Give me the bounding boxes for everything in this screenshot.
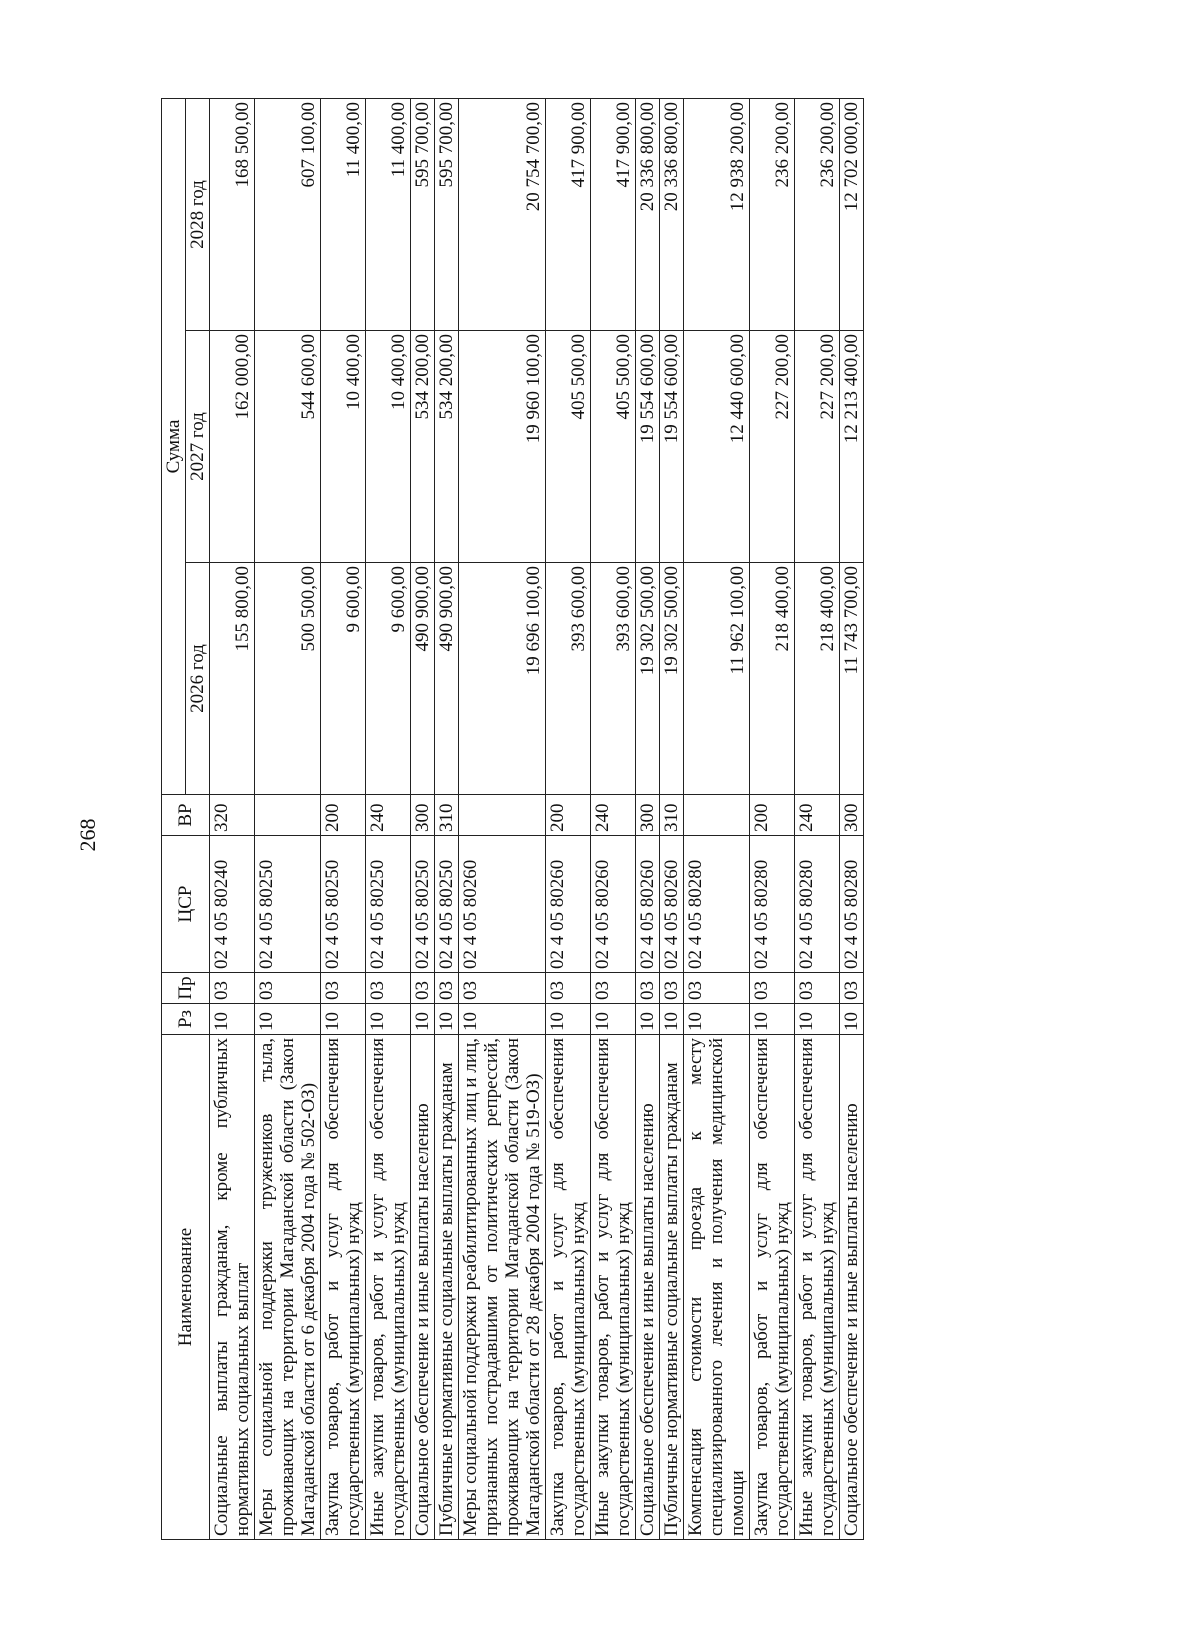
row-pr-cell: 03 [459,973,546,1004]
row-2028-cell: 236 200,00 [795,98,840,330]
row-pr-cell: 03 [366,973,411,1004]
row-rz-cell: 10 [591,1004,636,1035]
row-csr-cell: 02 4 05 80250 [255,836,321,973]
row-2026-cell: 11 962 100,00 [684,563,750,795]
row-2026-cell: 490 900,00 [411,563,435,795]
row-name-cell: Социальное обеспечение и иные выплаты населению [411,1035,435,1540]
row-rz-cell: 10 [411,1004,435,1035]
row-2027-cell: 10 400,00 [321,331,366,563]
row-2027-cell: 12 213 400,00 [840,331,864,563]
header-2026: 2026 год [186,563,210,795]
table-row [795,98,840,1539]
row-2027-cell: 405 500,00 [546,331,591,563]
row-csr-cell: 02 4 05 80280 [684,836,750,973]
page-number: 268 [75,818,100,852]
row-csr-cell: 02 4 05 80260 [636,836,660,973]
row-pr-cell: 03 [660,973,684,1004]
table-row [435,98,459,1539]
table-row [411,98,435,1539]
row-rz-cell: 10 [660,1004,684,1035]
row-pr-cell: 03 [684,973,750,1004]
row-name-cell: Меры социальной поддержки реабилитированных лиц и лиц, признанных пострадавшими от политических репрессий, проживающих на территории Магаданской области (Закон Магаданской области от 28 декабря 2004 года № 519-ОЗ) [459,1035,546,1540]
row-rz-cell: 10 [435,1004,459,1035]
row-name-cell: Меры социальной поддержки тружеников тыла, проживающих на территории Магаданской области (Закон Магаданской области от 6 декабря 2004 года № 502-ОЗ) [255,1035,321,1540]
row-name-cell: Публичные нормативные социальные выплаты гражданам [435,1035,459,1540]
header-2027: 2027 год [186,331,210,563]
header-pr: Пр [162,973,210,1004]
row-name-cell: Иные закупки товаров, работ и услуг для обеспечения государственных (муниципальных) нужд [795,1035,840,1540]
row-2027-cell: 19 960 100,00 [459,331,546,563]
row-vr-cell [255,795,321,836]
row-2028-cell: 168 500,00 [210,98,255,330]
row-name-cell: Социальное обеспечение и иные выплаты населению [840,1035,864,1540]
row-rz-cell: 10 [840,1004,864,1035]
row-csr-cell: 02 4 05 80280 [750,836,795,973]
row-rz-cell: 10 [366,1004,411,1035]
row-name-cell: Иные закупки товаров, работ и услуг для обеспечения государственных (муниципальных) нужд [366,1035,411,1540]
row-vr-cell: 300 [411,795,435,836]
table-body [210,98,864,1539]
row-csr-cell: 02 4 05 80280 [795,836,840,973]
row-vr-cell: 200 [750,795,795,836]
row-name-cell: Закупка товаров, работ и услуг для обеспечения государственных (муниципальных) нужд [546,1035,591,1540]
row-rz-cell: 10 [255,1004,321,1035]
row-name-cell: Социальное обеспечение и иные выплаты населению [636,1035,660,1540]
row-2028-cell: 236 200,00 [750,98,795,330]
table-row [366,98,411,1539]
row-2026-cell: 19 302 500,00 [660,563,684,795]
row-2027-cell: 534 200,00 [411,331,435,563]
row-2027-cell: 534 200,00 [435,331,459,563]
row-2028-cell: 20 336 800,00 [636,98,660,330]
table-row [840,98,864,1539]
row-2026-cell: 11 743 700,00 [840,563,864,795]
row-csr-cell: 02 4 05 80250 [321,836,366,973]
row-2027-cell: 10 400,00 [366,331,411,563]
row-vr-cell: 320 [210,795,255,836]
row-vr-cell: 240 [795,795,840,836]
table-row [591,98,636,1539]
row-name-cell: Публичные нормативные социальные выплаты гражданам [660,1035,684,1540]
row-csr-cell: 02 4 05 80280 [840,836,864,973]
row-pr-cell: 03 [636,973,660,1004]
row-vr-cell [459,795,546,836]
row-csr-cell: 02 4 05 80260 [459,836,546,973]
row-rz-cell: 10 [750,1004,795,1035]
row-2028-cell: 20 754 700,00 [459,98,546,330]
row-csr-cell: 02 4 05 80240 [210,836,255,973]
table-row [660,98,684,1539]
row-2026-cell: 393 600,00 [546,563,591,795]
row-2026-cell: 218 400,00 [750,563,795,795]
row-2026-cell: 490 900,00 [435,563,459,795]
row-2028-cell: 12 938 200,00 [684,98,750,330]
row-2026-cell: 19 302 500,00 [636,563,660,795]
row-2026-cell: 9 600,00 [321,563,366,795]
row-rz-cell: 10 [459,1004,546,1035]
row-rz-cell: 10 [636,1004,660,1035]
header-2028: 2028 год [186,98,210,330]
row-2027-cell: 227 200,00 [750,331,795,563]
header-name: Наименование [162,1035,210,1540]
row-vr-cell: 200 [321,795,366,836]
row-pr-cell: 03 [255,973,321,1004]
row-name-cell: Социальные выплаты гражданам, кроме публичных нормативных социальных выплат [210,1035,255,1540]
row-csr-cell: 02 4 05 80260 [591,836,636,973]
row-2028-cell: 595 700,00 [411,98,435,330]
row-2028-cell: 20 336 800,00 [660,98,684,330]
row-2027-cell: 544 600,00 [255,331,321,563]
row-2026-cell: 155 800,00 [210,563,255,795]
row-rz-cell: 10 [321,1004,366,1035]
table-row [255,98,321,1539]
row-rz-cell: 10 [684,1004,750,1035]
row-pr-cell: 03 [435,973,459,1004]
row-csr-cell: 02 4 05 80250 [366,836,411,973]
row-vr-cell: 200 [546,795,591,836]
row-2027-cell: 162 000,00 [210,331,255,563]
row-2028-cell: 11 400,00 [366,98,411,330]
row-vr-cell: 310 [660,795,684,836]
row-vr-cell: 300 [636,795,660,836]
row-2028-cell: 417 900,00 [546,98,591,330]
row-2028-cell: 595 700,00 [435,98,459,330]
row-pr-cell: 03 [321,973,366,1004]
row-vr-cell [684,795,750,836]
row-name-cell: Закупка товаров, работ и услуг для обеспечения государственных (муниципальных) нужд [750,1035,795,1540]
row-pr-cell: 03 [591,973,636,1004]
table-header [162,98,210,1539]
row-2027-cell: 19 554 600,00 [636,331,660,563]
header-sum: Сумма [162,98,186,794]
table-row [210,98,255,1539]
row-rz-cell: 10 [546,1004,591,1035]
row-2026-cell: 500 500,00 [255,563,321,795]
row-rz-cell: 10 [795,1004,840,1035]
row-name-cell: Иные закупки товаров, работ и услуг для обеспечения государственных (муниципальных) нужд [591,1035,636,1540]
row-csr-cell: 02 4 05 80260 [546,836,591,973]
row-2027-cell: 227 200,00 [795,331,840,563]
row-2026-cell: 19 696 100,00 [459,563,546,795]
row-2028-cell: 607 100,00 [255,98,321,330]
row-rz-cell: 10 [210,1004,255,1035]
row-name-cell: Закупка товаров, работ и услуг для обеспечения государственных (муниципальных) нужд [321,1035,366,1540]
row-2026-cell: 218 400,00 [795,563,840,795]
row-pr-cell: 03 [210,973,255,1004]
row-pr-cell: 03 [750,973,795,1004]
row-2026-cell: 393 600,00 [591,563,636,795]
row-vr-cell: 240 [591,795,636,836]
row-vr-cell: 240 [366,795,411,836]
table-row [459,98,546,1539]
table-row [750,98,795,1539]
row-2026-cell: 9 600,00 [366,563,411,795]
row-csr-cell: 02 4 05 80250 [435,836,459,973]
row-pr-cell: 03 [840,973,864,1004]
row-vr-cell: 300 [840,795,864,836]
table-row [321,98,366,1539]
budget-table [161,98,864,1540]
row-pr-cell: 03 [795,973,840,1004]
row-2027-cell: 405 500,00 [591,331,636,563]
row-2027-cell: 12 440 600,00 [684,331,750,563]
header-rz: Рз [162,1004,210,1035]
row-2028-cell: 417 900,00 [591,98,636,330]
row-2028-cell: 11 400,00 [321,98,366,330]
table-row [636,98,660,1539]
row-pr-cell: 03 [411,973,435,1004]
table-row [546,98,591,1539]
header-vr: ВР [162,795,210,836]
row-csr-cell: 02 4 05 80260 [660,836,684,973]
row-name-cell: Компенсация стоимости проезда к месту специализированного лечения и получения медицинской помощи [684,1035,750,1540]
row-2027-cell: 19 554 600,00 [660,331,684,563]
row-vr-cell: 310 [435,795,459,836]
budget-table-container [161,99,1080,1540]
row-csr-cell: 02 4 05 80250 [411,836,435,973]
row-pr-cell: 03 [546,973,591,1004]
table-row [684,98,750,1539]
header-csr: ЦСР [162,836,210,973]
row-2028-cell: 12 702 000,00 [840,98,864,330]
